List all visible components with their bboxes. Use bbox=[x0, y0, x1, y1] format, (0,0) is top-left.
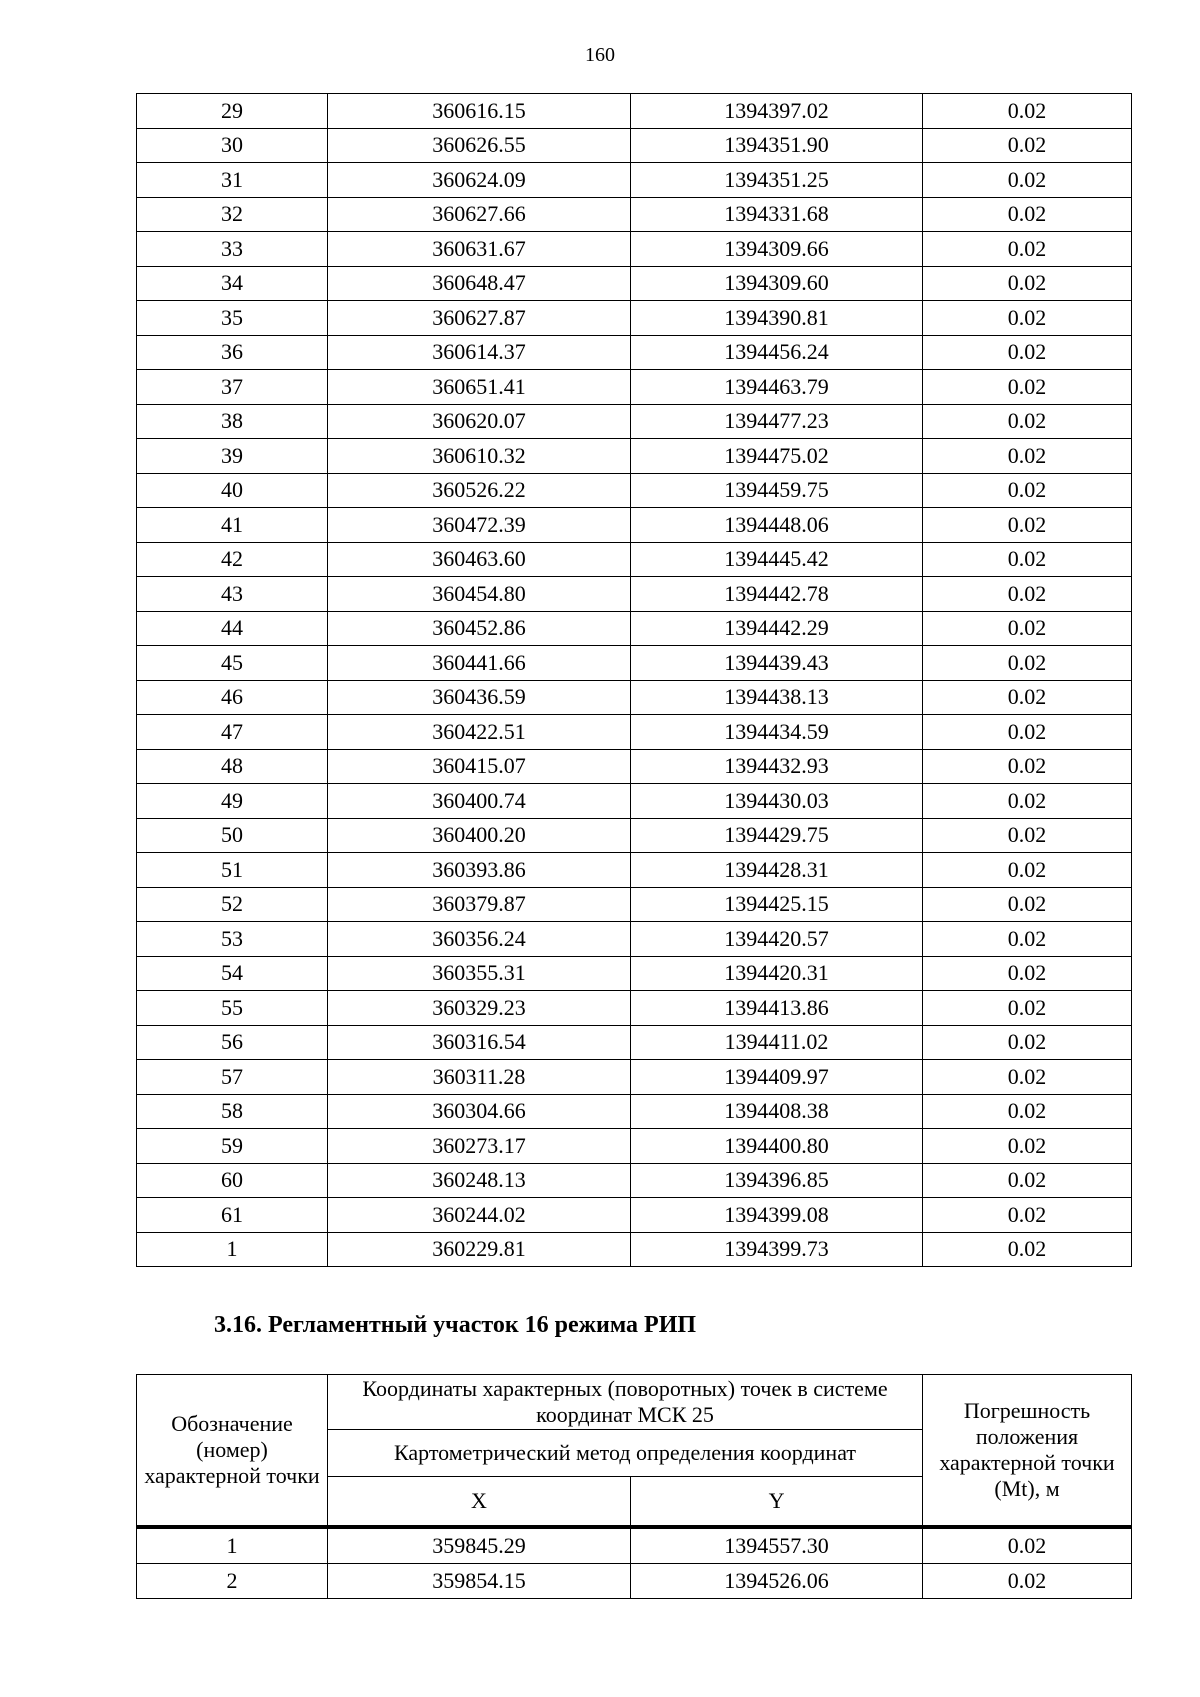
table-row bbox=[137, 853, 1132, 888]
accuracy-cell: 0.02 bbox=[923, 1163, 1132, 1198]
coord-x-cell: 360415.07 bbox=[328, 749, 631, 784]
point-number-cell: 2 bbox=[137, 1564, 328, 1599]
coord-y-cell: 1394448.06 bbox=[631, 508, 923, 543]
coord-y-cell: 1394420.31 bbox=[631, 956, 923, 991]
table-row bbox=[137, 818, 1132, 853]
table-row bbox=[137, 163, 1132, 198]
point-number-cell: 52 bbox=[137, 887, 328, 922]
coordinates-table-body bbox=[137, 94, 1132, 1267]
accuracy-cell: 0.02 bbox=[923, 439, 1132, 474]
point-number-cell: 56 bbox=[137, 1025, 328, 1060]
coord-x-cell: 360624.09 bbox=[328, 163, 631, 198]
table-row bbox=[137, 335, 1132, 370]
coord-y-cell: 1394430.03 bbox=[631, 784, 923, 819]
point-number-cell: 41 bbox=[137, 508, 328, 543]
point-number-cell: 60 bbox=[137, 1163, 328, 1198]
table-row bbox=[137, 1129, 1132, 1164]
coord-y-cell: 1394434.59 bbox=[631, 715, 923, 750]
accuracy-cell: 0.02 bbox=[923, 887, 1132, 922]
coord-y-cell: 1394557.30 bbox=[631, 1529, 923, 1564]
accuracy-cell: 0.02 bbox=[923, 1025, 1132, 1060]
point-number-cell: 51 bbox=[137, 853, 328, 888]
table-row bbox=[137, 301, 1132, 336]
coord-y-cell: 1394413.86 bbox=[631, 991, 923, 1026]
coord-x-cell: 360616.15 bbox=[328, 94, 631, 129]
coord-x-cell: 360627.66 bbox=[328, 197, 631, 232]
point-number-cell: 30 bbox=[137, 128, 328, 163]
table-row bbox=[137, 1564, 1132, 1599]
table-row bbox=[137, 1198, 1132, 1233]
accuracy-cell: 0.02 bbox=[923, 1129, 1132, 1164]
table-row bbox=[137, 266, 1132, 301]
coord-x-cell: 360441.66 bbox=[328, 646, 631, 681]
coordinates-table-body bbox=[137, 1529, 1132, 1599]
accuracy-cell: 0.02 bbox=[923, 508, 1132, 543]
accuracy-cell: 0.02 bbox=[923, 335, 1132, 370]
header-point-designation: Обозначение (номер) характерной точки bbox=[137, 1375, 328, 1527]
coord-y-cell: 1394309.66 bbox=[631, 232, 923, 267]
point-number-cell: 43 bbox=[137, 577, 328, 612]
coord-y-cell: 1394432.93 bbox=[631, 749, 923, 784]
accuracy-cell: 0.02 bbox=[923, 646, 1132, 681]
table-row bbox=[137, 542, 1132, 577]
accuracy-cell: 0.02 bbox=[923, 542, 1132, 577]
coord-y-cell: 1394442.78 bbox=[631, 577, 923, 612]
header-accuracy: Погрешность положения характерной точки (Mt), м bbox=[923, 1375, 1132, 1527]
table-row bbox=[137, 1163, 1132, 1198]
table-row bbox=[137, 94, 1132, 129]
coord-x-cell: 360452.86 bbox=[328, 611, 631, 646]
point-number-cell: 45 bbox=[137, 646, 328, 681]
accuracy-cell: 0.02 bbox=[923, 1094, 1132, 1129]
point-number-cell: 61 bbox=[137, 1198, 328, 1233]
point-number-cell: 57 bbox=[137, 1060, 328, 1095]
table-row bbox=[137, 128, 1132, 163]
table-row bbox=[137, 439, 1132, 474]
coord-x-cell: 360631.67 bbox=[328, 232, 631, 267]
point-number-cell: 42 bbox=[137, 542, 328, 577]
coord-x-cell: 359854.15 bbox=[328, 1564, 631, 1599]
table-row bbox=[137, 1232, 1132, 1267]
coord-x-cell: 360626.55 bbox=[328, 128, 631, 163]
coord-x-cell: 360400.74 bbox=[328, 784, 631, 819]
table-row bbox=[137, 577, 1132, 612]
table-row bbox=[137, 956, 1132, 991]
table-row bbox=[137, 715, 1132, 750]
coord-y-cell: 1394439.43 bbox=[631, 646, 923, 681]
coord-y-cell: 1394399.73 bbox=[631, 1232, 923, 1267]
coord-y-cell: 1394420.57 bbox=[631, 922, 923, 957]
accuracy-cell: 0.02 bbox=[923, 853, 1132, 888]
coord-x-cell: 359845.29 bbox=[328, 1529, 631, 1564]
coord-x-cell: 360229.81 bbox=[328, 1232, 631, 1267]
coord-x-cell: 360610.32 bbox=[328, 439, 631, 474]
accuracy-cell: 0.02 bbox=[923, 128, 1132, 163]
coord-x-cell: 360248.13 bbox=[328, 1163, 631, 1198]
point-number-cell: 48 bbox=[137, 749, 328, 784]
accuracy-cell: 0.02 bbox=[923, 404, 1132, 439]
point-number-cell: 1 bbox=[137, 1232, 328, 1267]
point-number-cell: 34 bbox=[137, 266, 328, 301]
table-row bbox=[137, 232, 1132, 267]
coord-y-cell: 1394475.02 bbox=[631, 439, 923, 474]
coord-x-cell: 360356.24 bbox=[328, 922, 631, 957]
page-number: 160 bbox=[585, 44, 615, 66]
point-number-cell: 31 bbox=[137, 163, 328, 198]
point-number-cell: 38 bbox=[137, 404, 328, 439]
header-coordinates-group: Координаты характерных (поворотных) точек в системе координат МСК 25 bbox=[328, 1375, 923, 1430]
table-row bbox=[137, 197, 1132, 232]
coord-x-cell: 360436.59 bbox=[328, 680, 631, 715]
table-row bbox=[137, 1025, 1132, 1060]
accuracy-cell: 0.02 bbox=[923, 956, 1132, 991]
coord-y-cell: 1394400.80 bbox=[631, 1129, 923, 1164]
point-number-cell: 54 bbox=[137, 956, 328, 991]
coord-y-cell: 1394411.02 bbox=[631, 1025, 923, 1060]
point-number-cell: 29 bbox=[137, 94, 328, 129]
point-number-cell: 1 bbox=[137, 1529, 328, 1564]
coord-y-cell: 1394429.75 bbox=[631, 818, 923, 853]
accuracy-cell: 0.02 bbox=[923, 818, 1132, 853]
accuracy-cell: 0.02 bbox=[923, 1564, 1132, 1599]
coord-x-cell: 360648.47 bbox=[328, 266, 631, 301]
coord-x-cell: 360329.23 bbox=[328, 991, 631, 1026]
table-row bbox=[137, 473, 1132, 508]
coord-x-cell: 360526.22 bbox=[328, 473, 631, 508]
coord-x-cell: 360463.60 bbox=[328, 542, 631, 577]
coord-y-cell: 1394399.08 bbox=[631, 1198, 923, 1233]
accuracy-cell: 0.02 bbox=[923, 370, 1132, 405]
table-row bbox=[137, 991, 1132, 1026]
coord-x-cell: 360355.31 bbox=[328, 956, 631, 991]
coord-x-cell: 360472.39 bbox=[328, 508, 631, 543]
accuracy-cell: 0.02 bbox=[923, 1232, 1132, 1267]
coord-y-cell: 1394477.23 bbox=[631, 404, 923, 439]
coord-y-cell: 1394351.25 bbox=[631, 163, 923, 198]
table-row bbox=[137, 1094, 1132, 1129]
point-number-cell: 32 bbox=[137, 197, 328, 232]
coord-x-cell: 360393.86 bbox=[328, 853, 631, 888]
coord-x-cell: 360620.07 bbox=[328, 404, 631, 439]
point-number-cell: 58 bbox=[137, 1094, 328, 1129]
point-number-cell: 33 bbox=[137, 232, 328, 267]
point-number-cell: 47 bbox=[137, 715, 328, 750]
coord-y-cell: 1394408.38 bbox=[631, 1094, 923, 1129]
coord-x-cell: 360454.80 bbox=[328, 577, 631, 612]
accuracy-cell: 0.02 bbox=[923, 473, 1132, 508]
coord-x-cell: 360400.20 bbox=[328, 818, 631, 853]
coord-y-cell: 1394331.68 bbox=[631, 197, 923, 232]
table-row bbox=[137, 508, 1132, 543]
coord-x-cell: 360273.17 bbox=[328, 1129, 631, 1164]
coord-y-cell: 1394309.60 bbox=[631, 266, 923, 301]
coord-y-cell: 1394445.42 bbox=[631, 542, 923, 577]
coord-x-cell: 360316.54 bbox=[328, 1025, 631, 1060]
table-row bbox=[137, 646, 1132, 681]
coordinates-table-section-16 bbox=[136, 1374, 1132, 1599]
table-row bbox=[137, 680, 1132, 715]
table-row bbox=[137, 922, 1132, 957]
accuracy-cell: 0.02 bbox=[923, 266, 1132, 301]
accuracy-cell: 0.02 bbox=[923, 301, 1132, 336]
accuracy-cell: 0.02 bbox=[923, 197, 1132, 232]
point-number-cell: 44 bbox=[137, 611, 328, 646]
point-number-cell: 36 bbox=[137, 335, 328, 370]
table-row bbox=[137, 370, 1132, 405]
point-number-cell: 35 bbox=[137, 301, 328, 336]
section-title: 3.16. Регламентный участок 16 режима РИП bbox=[214, 1312, 697, 1338]
coord-y-cell: 1394396.85 bbox=[631, 1163, 923, 1198]
table-row bbox=[137, 1529, 1132, 1564]
accuracy-cell: 0.02 bbox=[923, 232, 1132, 267]
coord-x-cell: 360311.28 bbox=[328, 1060, 631, 1095]
coord-x-cell: 360651.41 bbox=[328, 370, 631, 405]
accuracy-cell: 0.02 bbox=[923, 1529, 1132, 1564]
coord-y-cell: 1394459.75 bbox=[631, 473, 923, 508]
header-y: Y bbox=[631, 1477, 923, 1527]
coord-x-cell: 360304.66 bbox=[328, 1094, 631, 1129]
accuracy-cell: 0.02 bbox=[923, 611, 1132, 646]
accuracy-cell: 0.02 bbox=[923, 163, 1132, 198]
accuracy-cell: 0.02 bbox=[923, 784, 1132, 819]
coord-x-cell: 360422.51 bbox=[328, 715, 631, 750]
accuracy-cell: 0.02 bbox=[923, 922, 1132, 957]
accuracy-cell: 0.02 bbox=[923, 991, 1132, 1026]
table-row bbox=[137, 887, 1132, 922]
accuracy-cell: 0.02 bbox=[923, 715, 1132, 750]
table-row bbox=[137, 1060, 1132, 1095]
coord-y-cell: 1394351.90 bbox=[631, 128, 923, 163]
coord-y-cell: 1394425.15 bbox=[631, 887, 923, 922]
coord-y-cell: 1394428.31 bbox=[631, 853, 923, 888]
coord-x-cell: 360379.87 bbox=[328, 887, 631, 922]
coordinates-table-continued bbox=[136, 93, 1132, 1267]
coord-y-cell: 1394390.81 bbox=[631, 301, 923, 336]
accuracy-cell: 0.02 bbox=[923, 1060, 1132, 1095]
accuracy-cell: 0.02 bbox=[923, 749, 1132, 784]
table-row bbox=[137, 611, 1132, 646]
coord-y-cell: 1394397.02 bbox=[631, 94, 923, 129]
point-number-cell: 39 bbox=[137, 439, 328, 474]
coord-y-cell: 1394442.29 bbox=[631, 611, 923, 646]
point-number-cell: 55 bbox=[137, 991, 328, 1026]
header-x: X bbox=[328, 1477, 631, 1527]
header-method: Картометрический метод определения координат bbox=[328, 1430, 923, 1477]
coord-x-cell: 360627.87 bbox=[328, 301, 631, 336]
table-row bbox=[137, 784, 1132, 819]
point-number-cell: 49 bbox=[137, 784, 328, 819]
point-number-cell: 59 bbox=[137, 1129, 328, 1164]
coord-y-cell: 1394409.97 bbox=[631, 1060, 923, 1095]
coord-x-cell: 360614.37 bbox=[328, 335, 631, 370]
table-row bbox=[137, 749, 1132, 784]
accuracy-cell: 0.02 bbox=[923, 1198, 1132, 1233]
accuracy-cell: 0.02 bbox=[923, 577, 1132, 612]
point-number-cell: 46 bbox=[137, 680, 328, 715]
table-row bbox=[137, 404, 1132, 439]
accuracy-cell: 0.02 bbox=[923, 680, 1132, 715]
coord-x-cell: 360244.02 bbox=[328, 1198, 631, 1233]
point-number-cell: 50 bbox=[137, 818, 328, 853]
point-number-cell: 53 bbox=[137, 922, 328, 957]
coord-y-cell: 1394438.13 bbox=[631, 680, 923, 715]
coord-y-cell: 1394456.24 bbox=[631, 335, 923, 370]
accuracy-cell: 0.02 bbox=[923, 94, 1132, 129]
point-number-cell: 37 bbox=[137, 370, 328, 405]
coord-y-cell: 1394526.06 bbox=[631, 1564, 923, 1599]
point-number-cell: 40 bbox=[137, 473, 328, 508]
coord-y-cell: 1394463.79 bbox=[631, 370, 923, 405]
